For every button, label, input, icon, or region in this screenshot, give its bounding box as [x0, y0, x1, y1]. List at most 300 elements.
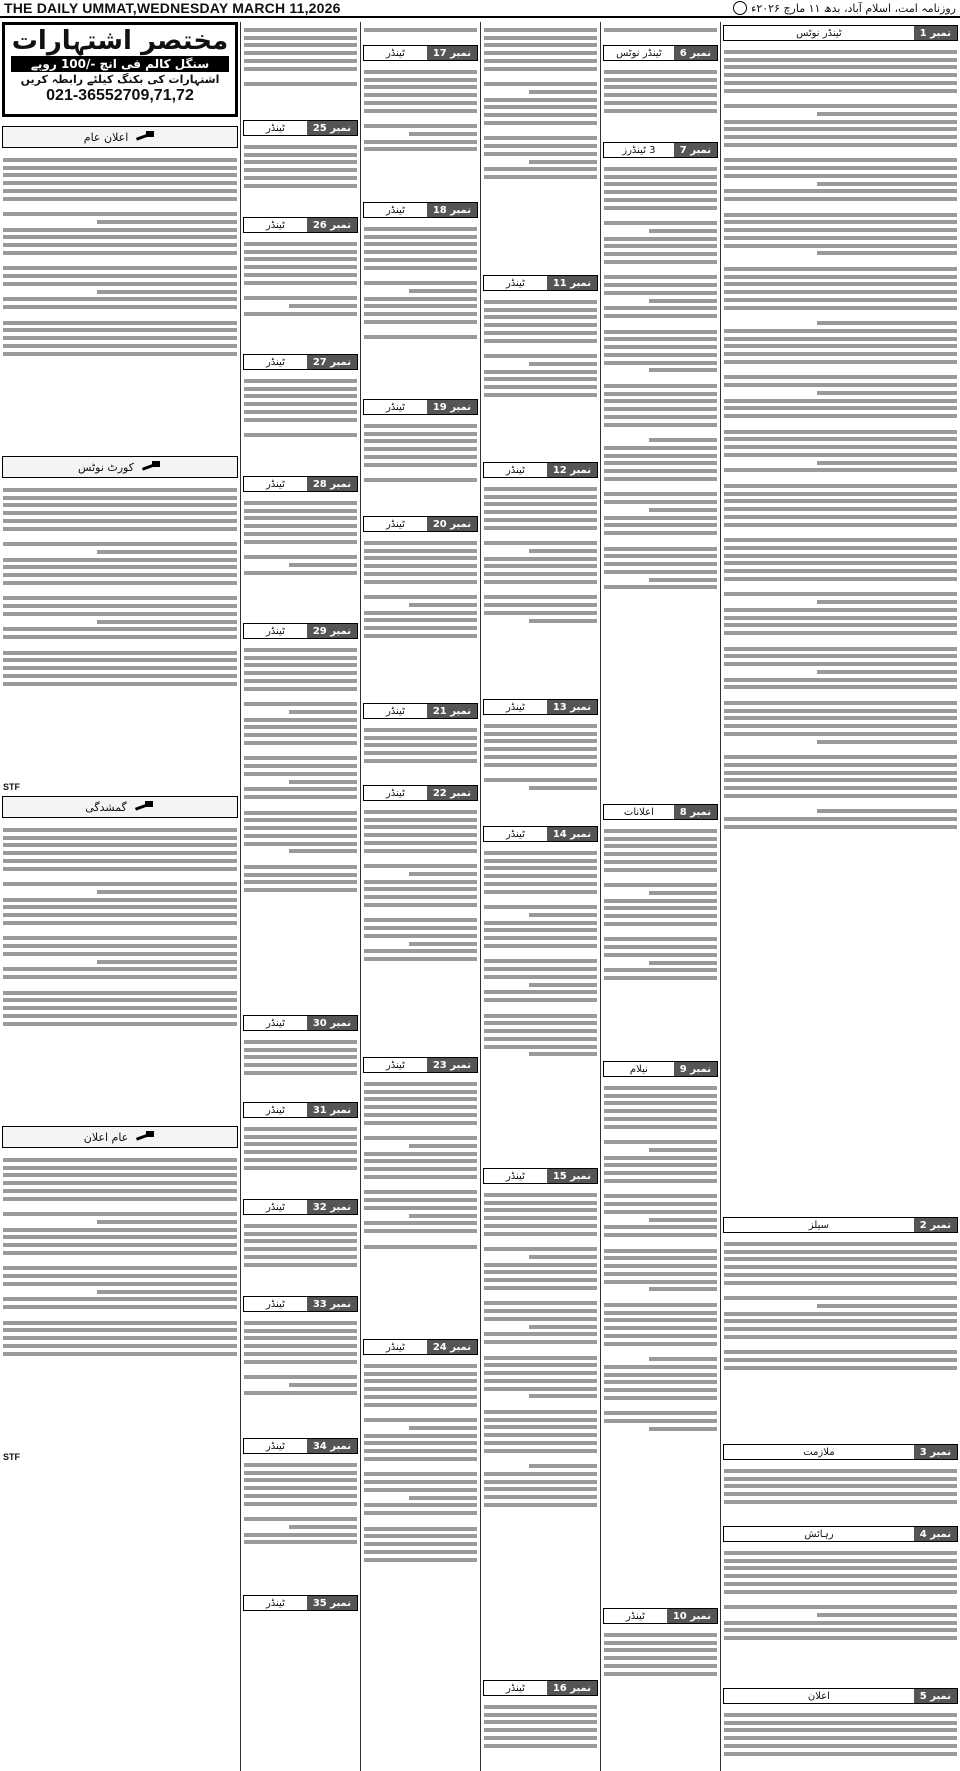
- text-line: [604, 415, 717, 419]
- text-line: [3, 1352, 237, 1356]
- text-line: [97, 1220, 237, 1224]
- text-line: [244, 749, 357, 753]
- tender-text: [361, 22, 480, 42]
- text-line: [244, 725, 357, 729]
- text-line: [3, 1336, 237, 1340]
- text-line: [244, 826, 357, 830]
- text-line: [3, 967, 237, 971]
- text-line: [3, 542, 237, 546]
- classifieds-page: [0, 22, 960, 1771]
- text-line: [604, 345, 717, 349]
- text-line: [3, 305, 237, 309]
- text-line: [484, 588, 597, 592]
- text-line: [244, 1375, 357, 1379]
- text-line: [484, 851, 597, 855]
- masthead-left-title: THE DAILY UMMAT,WEDNESDAY MARCH 11,2026: [4, 0, 341, 16]
- text-line: [364, 1245, 477, 1249]
- text-line: [529, 913, 597, 917]
- text-line: [364, 642, 477, 646]
- text-line: [649, 1218, 717, 1222]
- text-line: [484, 354, 597, 358]
- text-line: [724, 1744, 957, 1748]
- text-line: [604, 392, 717, 396]
- tender-number: نمبر 15: [547, 1169, 597, 1183]
- tender-number: نمبر 24: [427, 1340, 477, 1354]
- tender-caption: [483, 699, 598, 715]
- text-line: [3, 558, 237, 562]
- tender-number: نمبر 21: [427, 704, 477, 718]
- text-line: [724, 1477, 957, 1481]
- text-line: [604, 852, 717, 856]
- text-line: [244, 880, 357, 884]
- text-line: [484, 890, 597, 894]
- text-line: [484, 905, 597, 909]
- text-line: [724, 1343, 957, 1347]
- text-line: [244, 394, 357, 398]
- text-line: [724, 484, 957, 488]
- text-line: [604, 1656, 717, 1660]
- text-line: [724, 453, 957, 457]
- text-line: [484, 136, 597, 140]
- text-line: [724, 1335, 957, 1339]
- text-line: [484, 1705, 597, 1709]
- tender-text: [721, 1545, 960, 1685]
- text-line: [724, 313, 957, 317]
- text-line: [604, 190, 717, 194]
- text-line: [484, 518, 597, 522]
- tender-number: نمبر 10: [667, 1609, 717, 1623]
- text-line: [484, 944, 597, 948]
- text-line: [244, 1232, 357, 1236]
- text-line: [724, 337, 957, 341]
- text-line: [724, 352, 957, 356]
- text-line: [484, 393, 597, 397]
- text-line: [484, 1487, 597, 1491]
- text-line: [364, 736, 477, 740]
- text-line: [3, 1189, 237, 1193]
- text-line: [724, 290, 957, 294]
- text-line: [484, 1014, 597, 1018]
- text-line: [604, 1117, 717, 1121]
- notices-column: [0, 22, 240, 1771]
- text-line: [604, 461, 717, 465]
- text-line: [244, 547, 357, 551]
- text-line: [724, 654, 957, 658]
- text-line: [724, 1350, 957, 1354]
- text-line: [364, 1395, 477, 1399]
- text-line: [364, 611, 477, 615]
- text-line: [3, 882, 237, 886]
- text-line: [364, 304, 477, 308]
- text-line: [724, 437, 957, 441]
- gavel-icon: [133, 801, 155, 813]
- tender-text: [361, 1076, 480, 1336]
- text-line: [604, 953, 717, 957]
- tender-title: ٹینڈر: [505, 828, 525, 840]
- text-line: [364, 957, 477, 961]
- tender-caption: [243, 354, 358, 370]
- text-line: [364, 564, 477, 568]
- text-line: [604, 275, 717, 279]
- tender-caption: [363, 1057, 478, 1073]
- text-line: [3, 991, 237, 995]
- text-line: [244, 834, 357, 838]
- text-line: [3, 651, 237, 655]
- text-line: [604, 167, 717, 171]
- text-line: [724, 96, 957, 100]
- text-line: [724, 476, 957, 480]
- text-line: [364, 227, 477, 231]
- text-line: [724, 73, 957, 77]
- text-line: [364, 1511, 477, 1515]
- text-line: [3, 1321, 237, 1325]
- text-line: [484, 533, 597, 537]
- tender-number: نمبر 16: [547, 1681, 597, 1695]
- text-line: [364, 439, 477, 443]
- tender-text: [241, 1315, 360, 1435]
- tender-title: ٹینڈر: [265, 219, 285, 231]
- text-line: [3, 1228, 237, 1232]
- text-line: [484, 747, 597, 751]
- text-line: [3, 496, 237, 500]
- text-line: [409, 132, 477, 136]
- tender-caption: [243, 1199, 358, 1215]
- text-line: [604, 1396, 717, 1400]
- text-line: [484, 763, 597, 767]
- text-line: [724, 220, 957, 224]
- tender-caption: [603, 1608, 718, 1624]
- text-line: [604, 454, 717, 458]
- text-line: [3, 336, 237, 340]
- tender-text: [241, 373, 360, 473]
- text-line: [604, 407, 717, 411]
- text-line: [724, 1500, 957, 1504]
- tender-title: ٹینڈر: [385, 204, 405, 216]
- tender-text: [481, 1187, 600, 1677]
- masthead-right: [733, 1, 956, 15]
- text-line: [724, 554, 957, 558]
- tender-number: نمبر 2: [914, 1218, 957, 1232]
- text-line: [724, 786, 957, 790]
- notice-text: [0, 822, 240, 1122]
- text-line: [97, 1290, 237, 1294]
- tender-caption: [723, 1688, 958, 1704]
- text-line: [604, 1664, 717, 1668]
- text-line: [484, 300, 597, 304]
- text-line: [244, 296, 357, 300]
- text-line: [364, 556, 477, 560]
- text-line: [3, 843, 237, 847]
- text-line: [724, 104, 957, 108]
- text-line: [364, 1221, 477, 1225]
- text-line: [724, 1721, 957, 1725]
- text-line: [364, 1465, 477, 1469]
- text-line: [529, 362, 597, 366]
- text-line: [244, 1166, 357, 1170]
- text-line: [3, 836, 237, 840]
- tender-number: نمبر 3: [914, 1445, 957, 1459]
- text-line: [649, 508, 717, 512]
- text-line: [244, 756, 357, 760]
- tender-text: [601, 1627, 720, 1707]
- text-line: [724, 213, 957, 217]
- text-line: [244, 1509, 357, 1513]
- text-line: [604, 353, 717, 357]
- text-line: [484, 564, 597, 568]
- text-line: [604, 423, 717, 427]
- text-line: [724, 515, 957, 519]
- text-line: [364, 743, 477, 747]
- text-line: [244, 702, 357, 706]
- text-line: [604, 399, 717, 403]
- tender-title: ٹینڈر نوٹس: [796, 27, 842, 39]
- text-line: [244, 540, 357, 544]
- text-line: [604, 1633, 717, 1637]
- text-line: [364, 1121, 477, 1125]
- text-line: [724, 1358, 957, 1362]
- text-line: [724, 1281, 957, 1285]
- text-line: [604, 1109, 717, 1113]
- text-line: [364, 93, 477, 97]
- text-line: [724, 701, 957, 705]
- text-line: [3, 1259, 237, 1263]
- text-line: [364, 1472, 477, 1476]
- text-line: [244, 1150, 357, 1154]
- text-line: [604, 914, 717, 918]
- text-line: [724, 802, 957, 806]
- text-line: [364, 810, 477, 814]
- tender-number: نمبر 13: [547, 700, 597, 714]
- text-line: [3, 1014, 237, 1018]
- tender-caption: [483, 1168, 598, 1184]
- text-line: [724, 794, 957, 798]
- text-line: [724, 1366, 957, 1370]
- text-line: [604, 384, 717, 388]
- text-line: [484, 603, 597, 607]
- text-line: [724, 1327, 957, 1331]
- text-line: [484, 595, 597, 599]
- text-line: [3, 352, 237, 356]
- tender-caption: [363, 399, 478, 415]
- text-line: [484, 1387, 597, 1391]
- text-line: [3, 589, 237, 593]
- text-line: [364, 116, 477, 120]
- text-line: [604, 1411, 717, 1415]
- text-line: [244, 418, 357, 422]
- tender-title: رہائش: [804, 1528, 834, 1540]
- text-line: [484, 739, 597, 743]
- text-line: [364, 1534, 477, 1538]
- text-line: [244, 842, 357, 846]
- text-line: [649, 1427, 717, 1431]
- text-line: [604, 1125, 717, 1129]
- tender-number: نمبر 7: [674, 143, 717, 157]
- text-line: [724, 259, 957, 263]
- text-line: [364, 85, 477, 89]
- text-line: [3, 1204, 237, 1208]
- text-line: [817, 1613, 957, 1617]
- tender-caption: [603, 1061, 718, 1077]
- text-line: [409, 942, 477, 946]
- text-line: [484, 370, 597, 374]
- text-line: [364, 320, 477, 324]
- text-line: [364, 432, 477, 436]
- text-line: [724, 1273, 957, 1277]
- gavel-icon: [134, 1131, 156, 1143]
- text-line: [604, 101, 717, 105]
- text-line: [724, 1250, 957, 1254]
- text-line: [244, 28, 357, 32]
- text-line: [724, 89, 957, 93]
- text-line: [3, 1344, 237, 1348]
- tender-text: [241, 642, 360, 1012]
- text-line: [364, 1167, 477, 1171]
- text-line: [364, 549, 477, 553]
- tender-text: [241, 236, 360, 351]
- text-line: [484, 59, 597, 63]
- text-line: [484, 526, 597, 530]
- text-line: [604, 1648, 717, 1652]
- text-line: [604, 1256, 717, 1260]
- text-line: [244, 257, 357, 261]
- text-line: [604, 70, 717, 74]
- text-line: [364, 70, 477, 74]
- text-line: [244, 43, 357, 47]
- text-line: [484, 778, 597, 782]
- text-line: [364, 447, 477, 451]
- text-line: [484, 1278, 597, 1282]
- text-line: [364, 463, 477, 467]
- text-line: [364, 1229, 477, 1233]
- text-line: [484, 113, 597, 117]
- tender-text: [481, 718, 600, 823]
- text-line: [484, 385, 597, 389]
- notice-text: [0, 482, 240, 782]
- text-line: [484, 572, 597, 576]
- text-line: [244, 718, 357, 722]
- notice-header: [2, 1126, 238, 1148]
- text-line: [484, 1193, 597, 1197]
- text-line: [724, 468, 957, 472]
- text-line: [97, 890, 237, 894]
- text-line: [244, 679, 357, 683]
- text-line: [484, 308, 597, 312]
- text-line: [724, 1582, 957, 1586]
- text-line: [724, 639, 957, 643]
- notice-label: عام اعلان: [83, 1130, 129, 1144]
- text-line: [244, 1367, 357, 1371]
- text-line: [3, 682, 237, 686]
- text-line: [484, 936, 597, 940]
- tender-number: نمبر 34: [307, 1439, 357, 1453]
- text-line: [364, 1558, 477, 1562]
- text-line: [3, 212, 237, 216]
- text-line: [724, 1484, 957, 1488]
- text-line: [244, 425, 357, 429]
- text-line: [3, 998, 237, 1002]
- text-line: [604, 570, 717, 574]
- notice-header: [2, 796, 238, 818]
- text-line: [3, 565, 237, 569]
- tender-number: نمبر 5: [914, 1689, 957, 1703]
- text-line: [817, 740, 957, 744]
- text-line: [244, 555, 357, 559]
- text-line: [724, 166, 957, 170]
- text-line: [364, 242, 477, 246]
- text-line: [3, 1297, 237, 1301]
- text-line: [244, 1247, 357, 1251]
- text-line: [3, 1266, 237, 1270]
- text-line: [244, 524, 357, 528]
- text-line: [289, 563, 357, 567]
- tender-caption: [243, 1296, 358, 1312]
- tender-text: [721, 1236, 960, 1441]
- text-line: [484, 1301, 597, 1305]
- tender-number: نمبر 22: [427, 786, 477, 800]
- notice-label: گمشدگی: [85, 800, 127, 814]
- text-line: [364, 1190, 477, 1194]
- text-line: [364, 1237, 477, 1241]
- text-line: [244, 818, 357, 822]
- text-line: [3, 243, 237, 247]
- text-line: [484, 377, 597, 381]
- text-line: [484, 990, 597, 994]
- text-line: [724, 771, 957, 775]
- tender-title: ٹینڈر: [505, 701, 525, 713]
- text-line: [364, 1387, 477, 1391]
- tender-title: نیلام: [629, 1063, 648, 1075]
- tender-number: نمبر 8: [674, 805, 717, 819]
- text-line: [484, 928, 597, 932]
- text-line: [244, 433, 357, 437]
- text-line: [724, 329, 957, 333]
- tender-title: ٹینڈر: [265, 625, 285, 637]
- text-line: [364, 1175, 477, 1179]
- text-line: [364, 1434, 477, 1438]
- text-line: [724, 623, 957, 627]
- notice-label: اعلان عام: [83, 130, 129, 144]
- text-line: [244, 312, 357, 316]
- text-line: [364, 140, 477, 144]
- text-line: [364, 297, 477, 301]
- text-line: [364, 1488, 477, 1492]
- text-line: [724, 569, 957, 573]
- text-line: [484, 541, 597, 545]
- tender-title: سیلز: [808, 1219, 829, 1231]
- text-line: [604, 976, 717, 980]
- tender-caption: [723, 25, 958, 41]
- text-line: [604, 968, 717, 972]
- tender-number: نمبر 11: [547, 276, 597, 290]
- text-line: [604, 446, 717, 450]
- text-line: [604, 175, 717, 179]
- text-line: [604, 337, 717, 341]
- text-line: [604, 829, 717, 833]
- text-line: [724, 616, 957, 620]
- tender-title: ٹینڈر نوٹس: [616, 47, 662, 59]
- text-line: [484, 611, 597, 615]
- text-line: [3, 173, 237, 177]
- text-line: [817, 809, 957, 813]
- text-line: [244, 1321, 357, 1325]
- text-line: [244, 1344, 357, 1348]
- text-line: [244, 410, 357, 414]
- text-line: [604, 314, 717, 318]
- ad-contact: اشتہارات کی بکنگ کیلئے رابطہ کریں: [20, 73, 220, 86]
- text-line: [604, 1641, 717, 1645]
- tender-text: [241, 1121, 360, 1196]
- text-line: [244, 82, 357, 86]
